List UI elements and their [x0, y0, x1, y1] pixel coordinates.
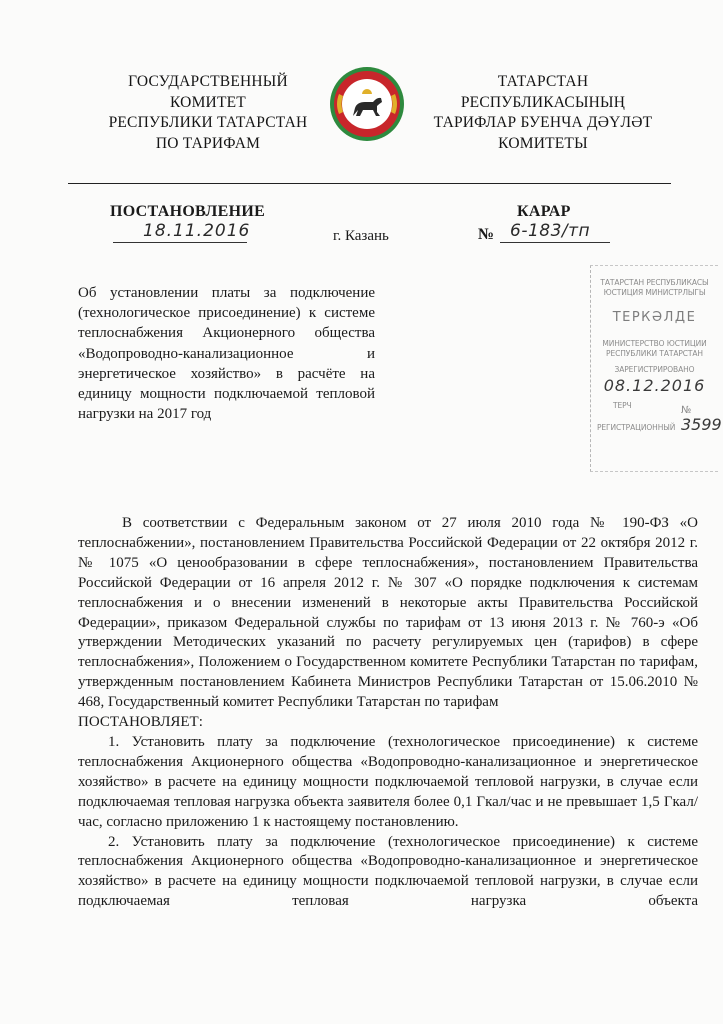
tatarstan-coat-of-arms-icon	[327, 64, 407, 144]
stamp-line: РЕСПУБЛИКИ ТАТАРСТАН	[606, 349, 703, 358]
stamp-line: ЗАРЕГИСТРИРОВАНО	[614, 365, 695, 374]
stamp-registered-tt: ТЕРКӘЛДЕ	[612, 310, 697, 325]
stamp-line: ТАТАРСТАН РЕСПУБЛИКАСЫ	[600, 278, 709, 287]
stamp-day-label: ТЕРЧ	[613, 401, 632, 410]
header-right-tt	[418, 72, 668, 154]
header-right-line: ТАРИФЛАР БУЕНЧА ДӘҮЛӘТ	[433, 114, 653, 131]
header-left-ru	[86, 72, 330, 154]
header-right-line: КОМИТЕТЫ	[498, 134, 588, 152]
stamp-line: ЮСТИЦИЯ МИНИСТРЛЫГЫ	[603, 288, 706, 297]
header-divider	[68, 183, 671, 184]
stamp-number-label: №	[681, 405, 692, 416]
date-underline	[113, 242, 247, 243]
header-left-line: КОМИТЕТ	[170, 93, 246, 111]
resolves-word: ПОСТАНОВЛЯЕТ:	[78, 714, 203, 731]
header-left-line: РЕСПУБЛИКИ ТАТАРСТАН	[108, 114, 308, 131]
header-right-line: РЕСПУБЛИКАСЫНЫҢ	[460, 93, 626, 111]
doc-number-handwritten: 6-183/тп	[510, 221, 591, 241]
item-1-paragraph: 1. Установить плату за подключение (технологическое присоединение) к системе теплоснабжения Акционерного общества «Водопроводно-канализационное и энергетическое хозяйство» в расчете на единицу мощности подключаемой тепловой нагрузки, в случае если подключаемая тепловая нагрузка объекта заявителя более 0,1 Гкал/час и не превышает 1,5 Гкал/час, согласно приложению 1 к настоящему постановлению.	[78, 733, 698, 830]
doc-number-label: №	[478, 226, 495, 243]
stamp-reg-number-handwritten: 3599	[681, 415, 722, 434]
header-left-line: ПО ТАРИФАМ	[155, 134, 261, 152]
doc-body	[78, 514, 698, 912]
doc-city: г. Казань	[333, 228, 389, 244]
doc-type-tt: КАРАР	[517, 203, 571, 220]
stamp-reg-label: РЕГИСТРАЦИОННЫЙ	[597, 423, 676, 432]
stamp-date-handwritten: 08.12.2016	[603, 376, 706, 395]
header-right-line: ТАТАРСТАН	[497, 73, 589, 90]
stamp-reg-row	[591, 415, 722, 441]
stamp-line: МИНИСТЕРСТВО ЮСТИЦИИ	[602, 339, 707, 348]
number-underline	[500, 242, 610, 243]
doc-date-handwritten: 18.11.2016	[143, 221, 251, 241]
doc-type-ru: ПОСТАНОВЛЕНИЕ	[110, 203, 266, 220]
doc-subject: Об установлении платы за подключение (технологическое присоединение) к системе теплоснабжения Акционерного общества «Водопроводно-канализационное и энергетическое хозяйство» в расчёте на единицу мощности подключаемой тепловой нагрузки на 2017 год	[78, 285, 375, 423]
registration-stamp	[590, 265, 722, 472]
header-left-line: ГОСУДАРСТВЕННЫЙ	[128, 73, 288, 90]
preamble-paragraph: В соответствии с Федеральным законом от 27 июля 2010 года № 190-ФЗ «О теплоснабжении», постановлением Правительства Российской Федерации от 22 октября 2012 г. № 1075 «О ценообразовании в сфере теплоснабжения», постановлением Правительства Российской Федерации от 16 апреля 2012 г. № 307 «О порядке подключения к системам теплоснабжения и о внесении изменений в некоторые акты Правительства Российской Федерации», приказом Федеральной службы по тарифам от 13 июня 2013 г. № 760-э «Об утверждении Методических указаний по расчету регулируемых цен (тарифов) в сфере теплоснабжения», Положением о Государственном комитете Республики Татарстан по тарифам, утвержденным постановлением Кабинета Министров Республики Татарстан от 15.06.2010 № 468, Государственный комитет Республики Татарстан по тарифам	[78, 515, 698, 711]
item-2-paragraph: 2. Установить плату за подключение (технологическое присоединение) к системе теплоснабжения Акционерного общества «Водопроводно-канализационное и энергетическое хозяйство» в расчете на единицу мощности подключаемой тепловой нагрузки, в случае если подключаемая тепловая нагрузка объекта	[78, 833, 698, 910]
